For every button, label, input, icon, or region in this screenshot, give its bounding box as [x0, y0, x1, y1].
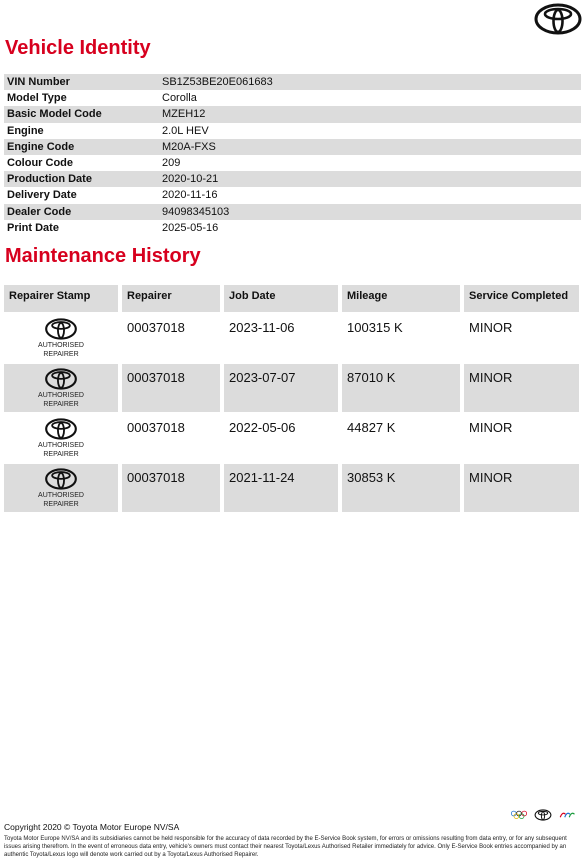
identity-row: Dealer Code 94098345103	[4, 204, 581, 220]
identity-row: Engine Code M20A-FXS	[4, 139, 581, 155]
footer-logos	[510, 808, 576, 822]
maintenance-history-title: Maintenance History	[5, 245, 201, 267]
table-row	[4, 414, 579, 462]
header-job-date: Job Date	[224, 285, 338, 312]
identity-row: Model Type Corolla	[7, 92, 197, 105]
repairer-stamp: AUTHORISED REPAIRER	[4, 414, 118, 462]
header-service-completed: Service Completed	[464, 285, 579, 312]
toyota-logo-icon	[534, 808, 552, 822]
job-date: 2023-11-06	[229, 320, 295, 335]
toyota-logo-icon	[44, 417, 78, 441]
header-mileage: Mileage	[342, 285, 460, 312]
disclaimer-text: Toyota Motor Europe NV/SA and its subsidiaries cannot be held responsible for the accuracy of data recorded by the E-Service Book system, for errors or omissions resulting from data entry, or for any subsequent issues arising therefrom. In the event of erroneous data entry, vehicle's owners must contact their nearest Toyota/Lexus Authorised Retailer immediately for advice. Only E-Service Book entries accompanied by an authentic Toyota/Lexus logo will denote work carried out by a Toyota/Lexus Authorised Repairer.	[4, 836, 567, 858]
service-completed: MINOR	[464, 364, 579, 412]
identity-row: VIN Number SB1Z53BE20E061683	[4, 74, 581, 90]
header-repairer: Repairer	[122, 285, 220, 312]
repairer-code: 00037018	[127, 320, 185, 335]
repairer-stamp: AUTHORISED REPAIRER	[4, 314, 118, 362]
mileage: 87010 K	[342, 364, 460, 412]
vehicle-identity-title: Vehicle Identity	[5, 37, 151, 59]
maintenance-table-header	[4, 285, 579, 312]
toyota-logo-icon	[44, 467, 78, 491]
repairer-stamp: AUTHORISED REPAIRER	[4, 364, 118, 412]
olympic-rings-icon	[510, 808, 528, 822]
service-completed: MINOR	[469, 420, 513, 435]
identity-row: Delivery Date 2020-11-16	[7, 189, 218, 202]
copyright-text: Copyright 2020 © Toyota Motor Europe NV/SA	[4, 822, 180, 832]
mileage: 100315 K	[347, 320, 403, 335]
job-date: 2022-05-06	[229, 420, 296, 435]
vehicle-identity-table	[4, 74, 581, 236]
mileage: 44827 K	[347, 420, 396, 435]
footer	[4, 822, 582, 859]
identity-row: Print Date 2025-05-16	[7, 221, 219, 234]
job-date: 2021-11-24	[224, 464, 338, 512]
toyota-logo-icon	[44, 317, 78, 341]
repairer-code: 00037018	[122, 464, 220, 512]
repairer-code: 00037018	[122, 364, 220, 412]
identity-row: Basic Model Code MZEH12	[4, 106, 581, 122]
header-repairer-stamp: Repairer Stamp	[4, 285, 118, 312]
table-row	[4, 464, 579, 512]
job-date: 2023-07-07	[224, 364, 338, 412]
mileage: 30853 K	[342, 464, 460, 512]
repairer-stamp: AUTHORISED REPAIRER	[4, 464, 118, 512]
toyota-logo-icon	[44, 367, 78, 391]
identity-row: Colour Code 209	[7, 157, 181, 170]
repairer-code: 00037018	[127, 420, 185, 435]
table-row	[4, 364, 579, 412]
identity-row: Production Date 2020-10-21	[4, 171, 581, 187]
service-completed: MINOR	[464, 464, 579, 512]
service-completed: MINOR	[469, 320, 513, 335]
paralympic-icon	[558, 808, 576, 822]
table-row	[4, 314, 579, 362]
identity-row: Engine 2.0L HEV	[7, 124, 209, 137]
toyota-logo-icon	[534, 2, 582, 36]
